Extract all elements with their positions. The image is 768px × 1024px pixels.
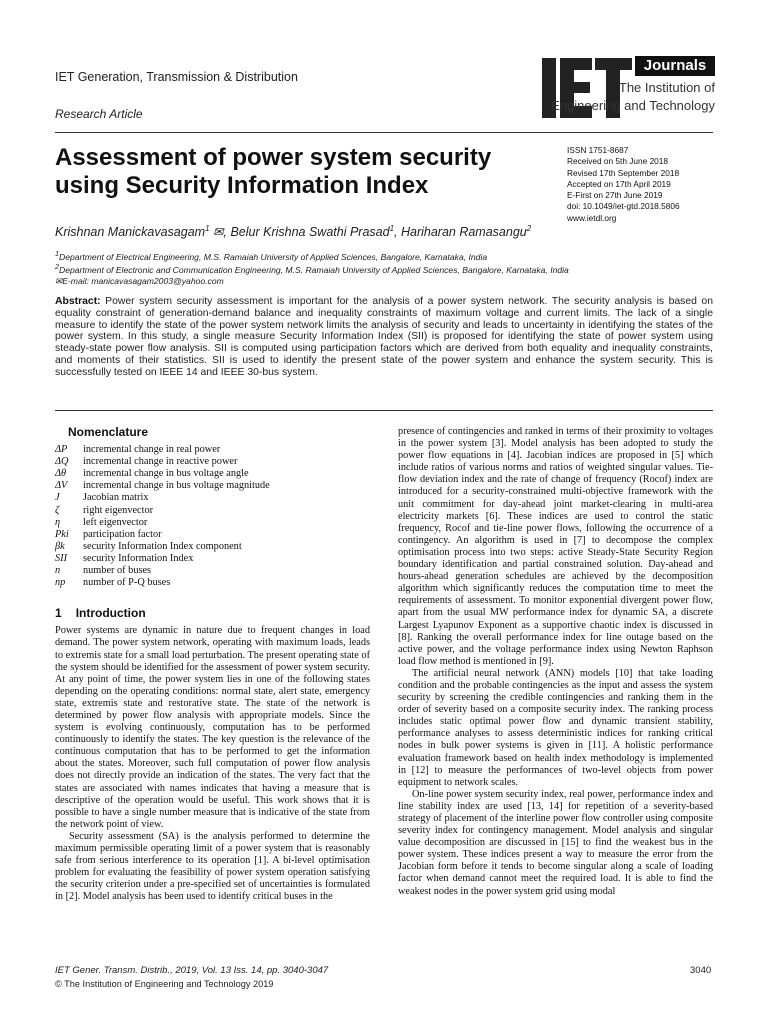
affiliation-marker: 1 xyxy=(389,224,395,233)
section-heading-introduction xyxy=(55,607,370,619)
received-date: Received on 5th June 2018 xyxy=(567,156,669,167)
nomenclature-definition: left eigenvector xyxy=(83,516,148,528)
logo-institution-line1: The Institution of xyxy=(618,80,715,95)
divider xyxy=(55,132,713,133)
nomenclature-item xyxy=(55,480,370,492)
logo-institution-line2: Engineering and Technology xyxy=(551,98,715,113)
left-column xyxy=(55,426,370,903)
nomenclature-definition: participation factor xyxy=(83,528,162,540)
nomenclature-definition: Jacobian matrix xyxy=(83,492,149,504)
nomenclature-item xyxy=(55,505,370,517)
affiliation-marker: 2 xyxy=(55,263,59,271)
logo-journals-label: Journals xyxy=(635,56,715,76)
nomenclature-symbol: Pki xyxy=(55,528,69,540)
nomenclature-definition: security Information Index component xyxy=(83,540,242,552)
paragraph: presence of contingencies and ranked in terms of their proximity to voltages in the power system [3]. Model analysis has been adopted to study the power flow equations in [4]. Jacobian indices are proposed in [5] which include ratios of various norms and ratios of weighted singular values. Tie-flow deviation index and the rate of change of frequency (Rocof) index are introduced for a security-constrained multi-objective framework with the unit commitment for day-ahead joint market-clearing in multi-area electricity markets [6]. These indices are used to control the static frequency, Rocof and tie-line power flows, following the occurrence of a contingency. An algorithm is used in [7] to decompose the complex optimisation process into two steps: active Steady-State Security Region boundary identification and partial constrained solution. Day-ahead and hours-ahead generation schedules are achieved by the decomposition algorithm which significantly reduces the computation time to meet the requirements of assessment. To monitor exponential divergent power flow, apart from the usual MW performance index for dynamic SA, a discrete Largest Lyapunov Exponent as a supportive chaotic index is discussed in [8]. Ranking the overall performance index for line outage based on the active power, and the voltage performance index using Newton Raphson load flow method is mentioned in [9]. xyxy=(398,426,713,667)
nomenclature-symbol: Δθ xyxy=(55,468,67,480)
nomenclature-heading: Nomenclature xyxy=(68,425,149,439)
iet-logo xyxy=(540,56,715,122)
nomenclature-item xyxy=(55,517,370,529)
nomenclature-item xyxy=(55,444,370,456)
nomenclature-symbol: βk xyxy=(55,540,65,552)
paragraph: On-line power system security index, real power, performance index and line stability index are used [13, 14] for repetition of a severity-based strategy of placement of the interline power flow controller using composite severity index for contingency management. Model analysis and singular value decomposition are discussed in [15] to find the weakest bus in the power system. These indices present a way to measure the error from the Jacobian form before it tends to become singular along a scale of loading factor when demand cannot meet the required load. It is able to find the weakest nodes in the power system grid using modal xyxy=(398,788,713,897)
author-list: Krishnan Manickavasagam$^1$ ✉, Belur Krishna Swathi Prasad$^1$, Hariharan Ramasangu$^2$ xyxy=(55,224,532,240)
nomenclature-symbol: n xyxy=(55,565,61,577)
affiliation-text: Department of Electronic and Communication Engineering, M.S. Ramaiah University of Applied Sciences, Bangalore, Karnataka, India xyxy=(58,264,569,275)
nomenclature-symbol: np xyxy=(55,577,66,589)
affiliation-marker: 2 xyxy=(526,224,532,233)
nomenclature-symbol: ΔQ xyxy=(55,456,69,468)
author-name: Krishnan Manickavasagam xyxy=(55,225,206,240)
nomenclature-item xyxy=(55,577,370,589)
author-name: Hariharan Ramasangu xyxy=(400,225,527,240)
abstract-label: Abstract: xyxy=(55,296,101,307)
nomenclature-symbol: η xyxy=(55,516,61,528)
nomenclature-item xyxy=(55,456,370,468)
corresponding-email xyxy=(55,276,224,287)
website-link[interactable]: www.ietdl.org xyxy=(567,212,617,223)
page-number: 3040 xyxy=(690,965,712,976)
footer-citation xyxy=(55,965,328,976)
paper-title: Assessment of power system security using Security Information Index xyxy=(55,144,492,199)
nomenclature-definition: security Information Index xyxy=(83,552,194,564)
paragraph: Security assessment (SA) is the analysis performed to determine the maximum permissible operating limit of a power system that is reasonably safe from serious interference to its operation [1]. A bi-level optimisation problem for evaluating the feasibility of power system operation satisfying the security criterion under a pre-specified set of uncertainties is formulated in [2]. Model analysis has been used to identify critical buses in the xyxy=(55,830,370,903)
nomenclature-item xyxy=(55,529,370,541)
nomenclature-definition: incremental change in bus voltage angle xyxy=(83,468,249,480)
footer-copyright: © The Institution of Engineering and Technology 2019 xyxy=(55,979,274,989)
efirst-date: E-First on 27th June 2019 xyxy=(567,190,663,201)
nomenclature-definition: number of buses xyxy=(83,565,152,577)
paragraph: Power systems are dynamic in nature due to frequent changes in load demand. The power system network, operating with maximum loads, leads to extremis state for a small load perturbation. The present operating state of the system should be identified for the assessment of power system security. At any point of time, the power system lies in one of the following states depending on the operating conditions: normal state, alert state, emergency state, extremis state and restorative state. The state of the network is determined by power flow analysis with appropriate models. Since the system is evolving continuously, computation has to be performed continuously to identify the states. The key question is the relevance of the continuous computation that has to be performed to get the information about the states. Moreover, such full computation of power flow analysis does not directly provide an indication of the states. The very fact that the states are associated with names indicates that having a measure that is descriptive of the operation would be useful. This work shows that it is possible to have a single number measure that is indicative of the state from the network point of view. xyxy=(55,625,370,830)
affiliation-text: Department of Electrical Engineering, M.S. Ramaiah University of Applied Sciences, Bangalore, Karnataka, India xyxy=(58,251,488,262)
section-number: 1 xyxy=(55,606,62,621)
publication-info xyxy=(567,145,680,224)
nomenclature-symbol: ζ xyxy=(55,504,60,516)
nomenclature-symbol: ΔP xyxy=(55,444,68,456)
nomenclature-item xyxy=(55,565,370,577)
abstract-text: Power system security assessment is important for the analysis of a power system network. The security analysis is based on equality constraint of generation-demand balance and inequality constraints of maximum voltage and current limits. The lack of a single measure to identify the state of the power system network limits the analysis of security and leads to uncertainty in identifying the states of the power system. In this study, a single measure Security Information Index (SII) is proposed for identifying the state of power system using steady-state power flow analysis. SII is computed using participation factors which are derived from both equality and inequality constraints, and moments of their statistics. SII is used to identify the present state of the power system and enhance the system security. This is successfully tested on IEEE 14 and IEEE 30-bus system. xyxy=(55,296,713,378)
doi-link[interactable]: doi: 10.1049/iet-gtd.2018.5806 xyxy=(567,201,680,212)
paragraph: The artificial neural network (ANN) models [10] that take loading condition and the probable contingencies as the input and assess the system security by screening the credible contingencies and ranking them in the order of severity based on a composite security index. The ranking process includes static optimal power flow and dynamic transient stability, performance analyses to assess deterministic indices for ranking critical nodes in bulk power systems is given in [11]. A holistic performance evaluation framework based on health index methodology is implemented in [12] to measure the performances of two-level objects from power equipment to network scales. xyxy=(398,667,713,788)
citation-text: IET Gener. Transm. Distrib., 2019, Vol. 13 Iss. 14, pp. 3040-3047 xyxy=(55,965,329,976)
nomenclature-item xyxy=(55,541,370,553)
nomenclature-symbol: ΔV xyxy=(55,480,68,492)
nomenclature-definition: number of P-Q buses xyxy=(83,577,171,589)
nomenclature-definition: right eigenvector xyxy=(83,504,154,516)
article-type: Research Article xyxy=(55,107,143,121)
journal-name: IET Generation, Transmission & Distribution xyxy=(55,70,298,84)
mail-icon: ✉ xyxy=(55,276,63,286)
nomenclature-symbol: J xyxy=(55,492,60,504)
author-name: Belur Krishna Swathi Prasad xyxy=(230,225,390,240)
nomenclature-item xyxy=(55,553,370,565)
nomenclature-definition: incremental change in real power xyxy=(83,444,221,456)
nomenclature-definition: incremental change in bus voltage magnitude xyxy=(83,480,270,492)
affiliation-marker: 1 xyxy=(205,224,210,233)
accepted-date: Accepted on 17th April 2019 xyxy=(567,178,671,189)
mail-icon: ✉ xyxy=(213,225,224,240)
abstract xyxy=(55,296,713,379)
nomenclature-item xyxy=(55,468,370,480)
nomenclature-list xyxy=(55,444,370,589)
affiliation-2 xyxy=(55,263,569,275)
affiliation-marker: 1 xyxy=(55,250,59,258)
email-text[interactable]: E-mail: manicavasagam2003@yahoo.com xyxy=(62,276,224,286)
issn: ISSN 1751-8687 xyxy=(567,145,629,155)
revised-date: Revised 17th September 2018 xyxy=(567,167,680,178)
right-column xyxy=(398,426,713,898)
nomenclature-symbol: SII xyxy=(55,552,68,564)
section-title: Introduction xyxy=(75,606,146,621)
affiliation-1 xyxy=(55,250,487,262)
nomenclature-definition: incremental change in reactive power xyxy=(83,456,238,468)
nomenclature-item xyxy=(55,492,370,504)
divider xyxy=(55,410,713,411)
